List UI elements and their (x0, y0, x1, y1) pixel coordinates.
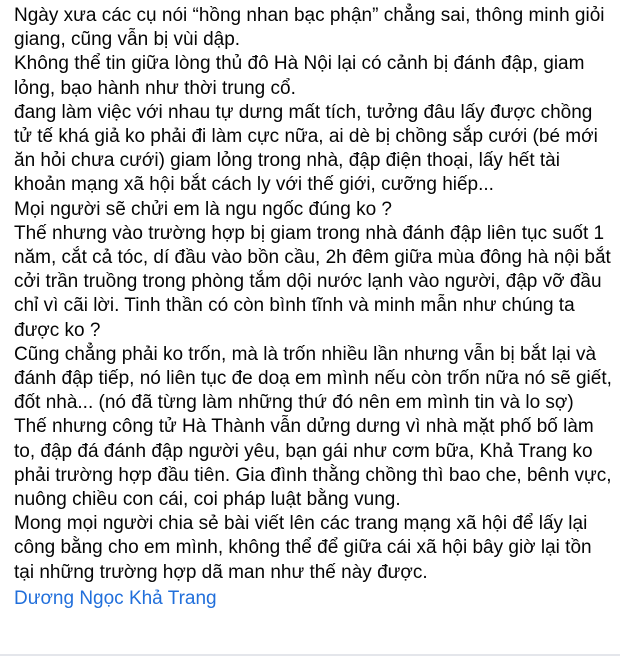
post-body (14, 4, 614, 611)
post-paragraph-2: Không thể tin giữa lòng thủ đô Hà Nội lại có cảnh bị đánh đập, giam lỏng, bạo hành như thời trung cổ. (14, 53, 585, 99)
post-paragraph-3: đang làm việc với nhau tự dưng mất tích, tưởng đâu lấy được chồng tử tế khá giả ko phải đi làm cực nữa, ai dè bị chồng sắp cưới (bé mới ăn hỏi chưa cưới) giam lỏng trong nhà, đập điện thoại, lấy hết tài khoản mạng xã hội bắt cách ly với thế giới, cưỡng hiếp... (14, 101, 598, 196)
post-paragraph-1: Ngày xưa các cụ nói “hồng nhan bạc phận” chẳng sai, thông minh giỏi giang, cũng vẫn bị vùi dập. (14, 5, 605, 51)
post-paragraph-7: Thế nhưng công tử Hà Thành vẫn dửng dưng vì nhà mặt phố bố làm to, đập đá đánh đập người yêu, bạn gái như cơm bữa, Khả Trang ko phải trường hợp đầu tiên. Gia đình thằng chồng thì bao che, bênh vực, nuông chiều con cái, coi pháp luật bằng vung. (14, 416, 612, 511)
post-paragraph-4: Mọi người sẽ chửi em là ngu ngốc đúng ko ? (14, 198, 392, 220)
post-paragraph-5: Thế nhưng vào trường hợp bị giam trong nhà đánh đập liên tục suốt 1 năm, cắt cả tóc, dí đầu vào bồn cầu, 2h đêm giữa mùa đông hà nội bắt cởi trần truồng trong phòng tắm dội nước lạnh vào người, đập vỡ đầu chỉ vì cãi lời. Tinh thần có còn bình tĩnh và minh mẫn như chúng ta được ko ? (14, 222, 611, 341)
post-paragraph-6: Cũng chẳng phải ko trốn, mà là trốn nhiều lần nhưng vẫn bị bắt lại và đánh đập tiếp, nó liên tục đe doạ em mình nếu còn trốn nữa nó sẽ giết, đốt nhà... (nó đã từng làm những thứ đó nên em mình tin và lo sợ) (14, 343, 612, 414)
tagged-person-link[interactable]: Dương Ngọc Khả Trang (14, 587, 217, 609)
post-paragraph-8: Mong mọi người chia sẻ bài viết lên các trang mạng xã hội để lấy lại công bằng cho em mình, không thể để giữa cái xã hội bây giờ lại tồn tại những trường hợp dã man như thế này được. (14, 513, 592, 583)
